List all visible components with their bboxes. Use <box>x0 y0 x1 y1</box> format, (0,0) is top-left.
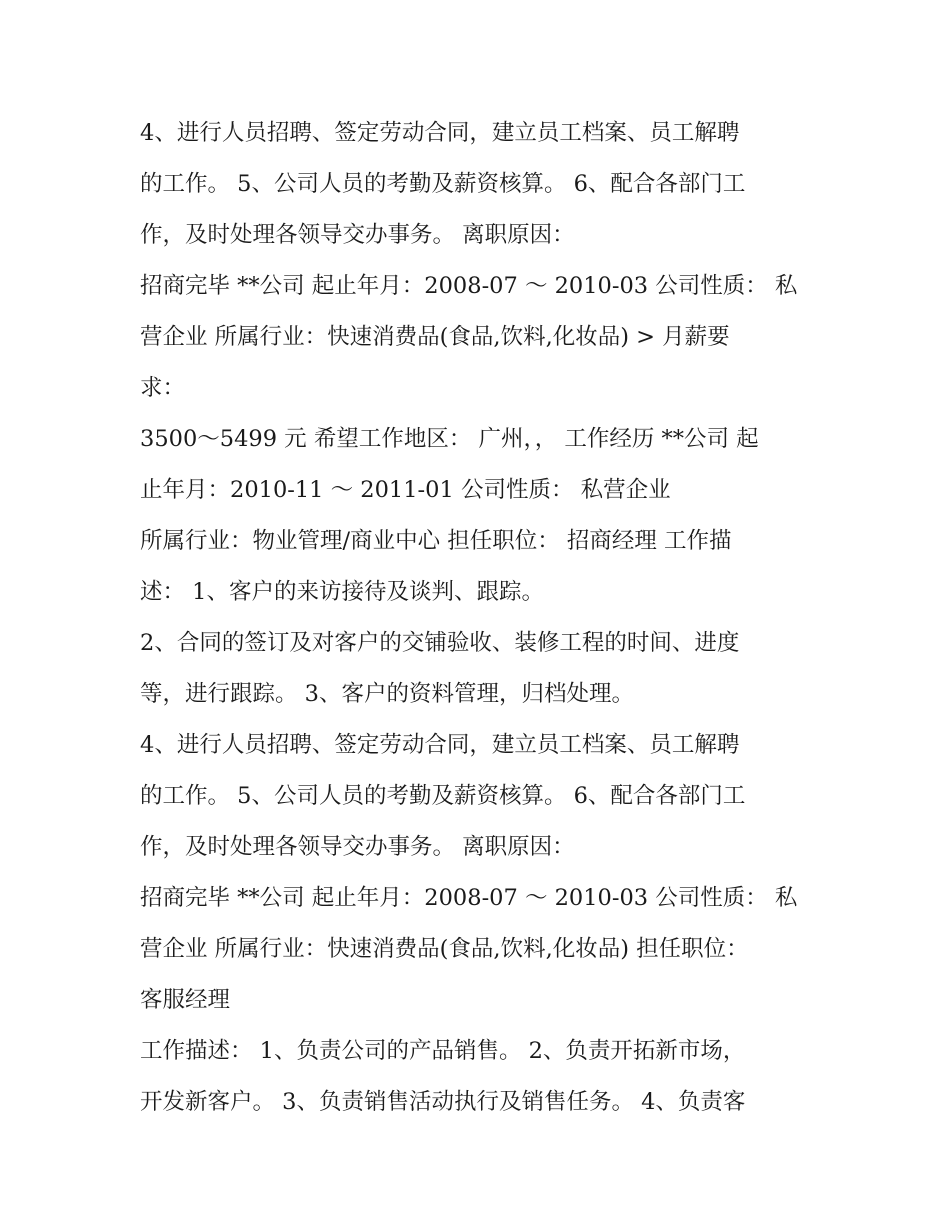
text-line-12: 等，进行跟踪。 3、客户的资料管理，归档处理。 <box>140 681 634 707</box>
document-body <box>140 108 820 1128</box>
text-line-9: 所属行业：物业管理/商业中心 担任职位： 招商经理 工作描 <box>140 528 732 554</box>
text-line-7: 3500～5499 元 希望工作地区： 广州，， 工作经历 **公司 起 <box>140 426 759 452</box>
text-line-20: 开发新客户。 3、负责销售活动执行及销售任务。 4、负责客 <box>140 1089 746 1115</box>
text-line-18: 客服经理 <box>140 987 231 1013</box>
text-line-6: 求： <box>140 375 186 401</box>
text-line-8: 止年月：2010-11 ～ 2011-01 公司性质： 私营企业 <box>140 477 671 503</box>
text-line-14: 的工作。 5、公司人员的考勤及薪资核算。 6、配合各部门工 <box>140 783 746 809</box>
text-line-5: 营企业 所属行业：快速消费品(食品,饮料,化妆品) > 月薪要 <box>140 324 730 350</box>
text-line-19: 工作描述： 1、负责公司的产品销售。 2、负责开拓新市场， <box>140 1038 746 1064</box>
text-line-2: 的工作。 5、公司人员的考勤及薪资核算。 6、配合各部门工 <box>140 171 746 197</box>
text-line-3: 作，及时处理各领导交办事务。 离职原因： <box>140 222 575 248</box>
text-line-13: 4、进行人员招聘、签定劳动合同，建立员工档案、员工解聘 <box>140 732 740 758</box>
text-line-1: 4、进行人员招聘、签定劳动合同，建立员工档案、员工解聘 <box>140 120 740 146</box>
text-line-16: 招商完毕 **公司 起止年月：2008-07 ～ 2010-03 公司性质： 私 <box>140 885 798 911</box>
text-line-10: 述： 1、客户的来访接待及谈判、跟踪。 <box>140 579 544 605</box>
text-line-4: 招商完毕 **公司 起止年月：2008-07 ～ 2010-03 公司性质： 私 <box>140 273 798 299</box>
text-line-15: 作，及时处理各领导交办事务。 离职原因： <box>140 834 575 860</box>
text-line-17: 营企业 所属行业：快速消费品(食品,饮料,化妆品) 担任职位： <box>140 936 749 962</box>
text-line-11: 2、合同的签订及对客户的交铺验收、装修工程的时间、进度 <box>140 630 740 656</box>
